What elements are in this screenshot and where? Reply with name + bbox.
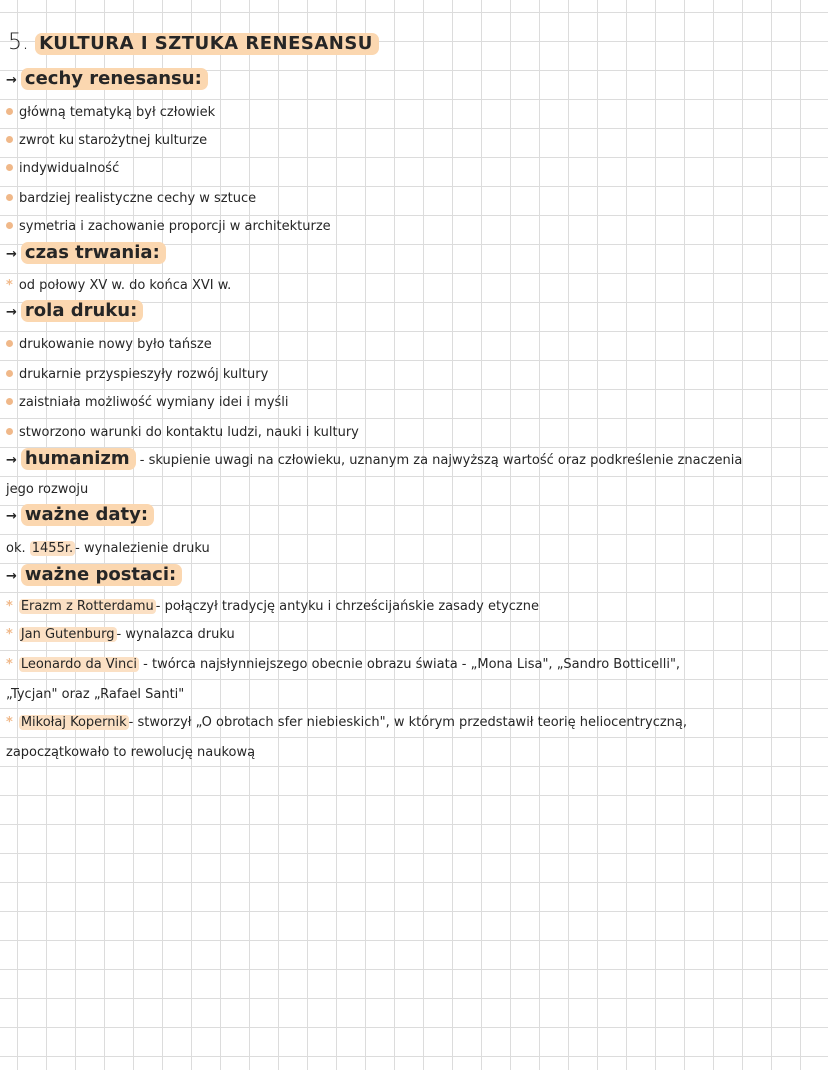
asterisk-icon: * bbox=[6, 599, 13, 614]
bullet-icon bbox=[6, 222, 13, 229]
person-leonardo-line-2: „Tycjan" oraz „Rafael Santi" bbox=[6, 687, 185, 702]
bullet-icon bbox=[6, 194, 13, 201]
humanizm-line-2: jego rozwoju bbox=[6, 482, 89, 497]
asterisk-icon: * bbox=[6, 657, 13, 672]
bullet-icon bbox=[6, 398, 13, 405]
asterisk-icon: * bbox=[6, 715, 13, 730]
arrow-right-icon: → bbox=[6, 247, 17, 262]
definition-text: - skupienie uwagi na człowieku, uznanym za najwyższą wartość oraz podkreślenie znaczenia bbox=[135, 453, 743, 468]
list-item: bardziej realistyczne cechy w sztuce bbox=[6, 190, 256, 208]
bullet-icon bbox=[6, 340, 13, 347]
list-item: indywidualność bbox=[6, 160, 119, 178]
heading-czas bbox=[6, 244, 166, 264]
heading-daty bbox=[6, 506, 154, 526]
date-year: 1455r. bbox=[31, 541, 74, 556]
person-kopernik-line-2: zapoczątkowało to rewolucję naukową bbox=[6, 745, 256, 760]
arrow-right-icon: → bbox=[6, 509, 17, 524]
humanizm-line bbox=[6, 450, 742, 470]
title-text: KULTURA I SZTUKA RENESANSU bbox=[35, 33, 379, 55]
list-item: symetria i zachowanie proporcji w architekturze bbox=[6, 218, 331, 236]
heading-druk bbox=[6, 302, 143, 322]
person-name: Jan Gutenburg bbox=[20, 627, 115, 642]
heading-postaci bbox=[6, 566, 182, 586]
person-leonardo: * Leonardo da Vinci - twórca najsłynniejszego obecnie obrazu świata - „Mona Lisa", „Sandro Botticelli", bbox=[6, 657, 681, 672]
date-entry: ok. 1455r. - wynalezienie druku bbox=[6, 541, 210, 556]
bullet-icon bbox=[6, 370, 13, 377]
list-item: stworzono warunki do kontaktu ludzi, nauki i kultury bbox=[6, 424, 359, 442]
person-name: Leonardo da Vinci bbox=[20, 657, 138, 672]
person-kopernik: * Mikołaj Kopernik - stworzył „O obrotach sfer niebieskich", w którym przedstawił teorię heliocentryczną, bbox=[6, 715, 688, 730]
bullet-icon bbox=[6, 428, 13, 435]
arrow-right-icon: → bbox=[6, 453, 17, 468]
arrow-right-icon: → bbox=[6, 73, 17, 88]
bullet-icon bbox=[6, 164, 13, 171]
arrow-right-icon: → bbox=[6, 305, 17, 320]
person-gutenberg: * Jan Gutenburg - wynalazca druku bbox=[6, 627, 235, 642]
list-item: drukowanie nowy było tańsze bbox=[6, 336, 212, 354]
list-item: zaistniała możliwość wymiany idei i myśli bbox=[6, 394, 289, 412]
page-title bbox=[8, 30, 379, 55]
bullet-icon bbox=[6, 136, 13, 143]
heading-cechy bbox=[6, 70, 208, 90]
heading-text: cechy renesansu: bbox=[21, 68, 208, 90]
list-item: * od połowy XV w. do końca XVI w. bbox=[6, 278, 232, 293]
list-item: zwrot ku starożytnej kulturze bbox=[6, 132, 207, 150]
asterisk-icon: * bbox=[6, 278, 13, 293]
person-erazm: * Erazm z Rotterdamu - połączył tradycję antyku i chrześcijańskie zasady etyczne bbox=[6, 599, 539, 614]
asterisk-icon: * bbox=[6, 627, 13, 642]
heading-text: ważne postaci: bbox=[21, 564, 182, 586]
list-item: drukarnie przyspieszyły rozwój kultury bbox=[6, 366, 268, 384]
person-name: Mikołaj Kopernik bbox=[20, 715, 127, 730]
list-item: główną tematyką był człowiek bbox=[6, 104, 215, 122]
heading-text: czas trwania: bbox=[21, 242, 166, 264]
arrow-right-icon: → bbox=[6, 569, 17, 584]
heading-text: rola druku: bbox=[21, 300, 143, 322]
person-name: Erazm z Rotterdamu bbox=[20, 599, 154, 614]
bullet-icon bbox=[6, 108, 13, 115]
section-number: 5. bbox=[8, 30, 29, 55]
heading-text: ważne daty: bbox=[21, 504, 154, 526]
term-humanizm: humanizm bbox=[21, 448, 136, 470]
